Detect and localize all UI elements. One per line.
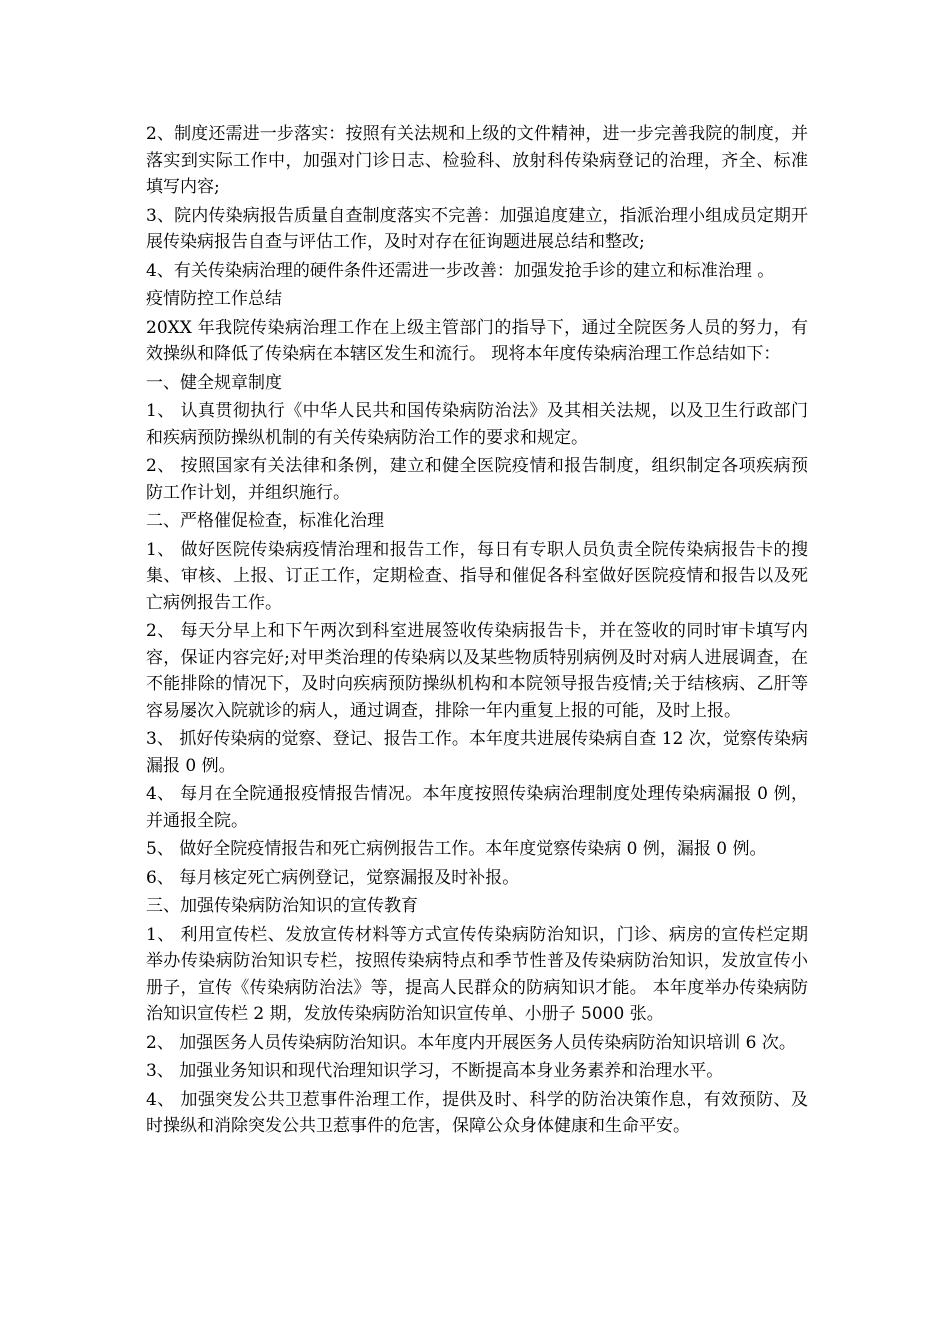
list-item-3-3: 3、 加强业务知识和现代治理知识学习，不断提高本身业务素养和治理水平。 (146, 1061, 724, 1081)
list-item-3-4: 4、 加强突发公共卫惹事件治理工作，提供及时、科学的防治决策作息，有效预防、及时操纵和消除突发公共卫惹事件的危害，保障公众身体健康和生命平安。 (146, 1089, 808, 1136)
section-title-summary: 疫情防控工作总结 (146, 289, 282, 309)
paragraph-system-implementation: 2、制度还需进一步落实：按照有关法规和上级的文件精神，进一步完善我院的制度，并落实到实际工作中，加强对门诊日志、检验科、放射科传染病登记的治理，齐全、标准填写内容; (146, 124, 808, 197)
paragraph-hardware-conditions: 4、有关传染病治理的硬件条件还需进一步改善：加强发抢手诊的建立和标准治理 。 (146, 260, 775, 281)
heading-section-3: 三、加强传染病防治知识的宣传教育 (146, 896, 418, 916)
list-item-3-1: 1、 利用宣传栏、发放宣传材料等方式宣传传染病防治知识，门诊、病房的宣传栏定期举办传染病防治知识专栏，按照传染病特点和季节性普及传染病防治知识，发放宣传小册子，宣传《传染病防治法》等，提高人民群众的防病知识才能。 本年度举办传染病防治知识宣传栏 2 期，发放传染病防治知识宣传单、小册子 5000 张。 (146, 924, 808, 1024)
heading-section-1: 一、健全规章制度 (146, 372, 282, 393)
list-item-2-2: 2、 每天分早上和下午两次到科室进展签收传染病报告卡，并在签收的同时审卡填写内容，保证内容完好;对甲类治理的传染病以及某些物质特别病例及时对病人进展调查，在不能排除的情况下，及时向疾病预防操纵机构和本院领导报告疫情;关于结核病、乙肝等容易屡次入院就诊的病人，通过调查，排除一年内重复上报的可能，及时上报。 (146, 621, 808, 721)
paragraph-self-inspection: 3、院内传染病报告质量自查制度落实不完善：加强追度建立，指派治理小组成员定期开展传染病报告自查与评估工作，及时对存在征询题进展总结和整改; (146, 205, 808, 252)
paragraph-intro: 20XX 年我院传染病治理工作在上级主管部门的指导下，通过全院医务人员的努力，有效操纵和降低了传染病在本辖区发生和流行。 现将本年度传染病治理工作总结如下： (146, 317, 808, 364)
list-item-1-2: 2、 按照国家有关法律和条例，建立和健全医院疫情和报告制度，组织制定各项疾病预防工作计划，并组织施行。 (146, 456, 808, 503)
heading-section-2: 二、严格催促检查，标准化治理 (146, 511, 384, 531)
list-item-2-3: 3、 抓好传染病的觉察、登记、报告工作。本年度共进展传染病自查 12 次，觉察传染病漏报 0 例。 (146, 729, 808, 776)
list-item-1-1: 1、 认真贯彻执行《中华人民共和国传染病防治法》及其相关法规，以及卫生行政部门和疾病预防操纵机制的有关传染病防治工作的要求和规定。 (146, 401, 808, 448)
list-item-2-1: 1、 做好医院传染病疫情治理和报告工作，每日有专职人员负责全院传染病报告卡的搜集、审核、上报、订正工作，定期检查、指导和催促各科室做好医院疫情和报告以及死亡病例报告工作。 (146, 539, 808, 613)
list-item-2-4: 4、 每月在全院通报疫情报告情况。本年度按照传染病治理制度处理传染病漏报 0 例，并通报全院。 (146, 784, 808, 831)
list-item-2-5: 5、 做好全院疫情报告和死亡病例报告工作。本年度觉察传染病 0 例，漏报 0 例。 (146, 839, 767, 859)
list-item-3-2: 2、 加强医务人员传染病防治知识。本年度内开展医务人员传染病防治知识培训 6 次。 (146, 1032, 796, 1053)
list-item-2-6: 6、 每月核定死亡病例登记，觉察漏报及时补报。 (146, 867, 520, 888)
document-page (146, 121, 808, 1142)
